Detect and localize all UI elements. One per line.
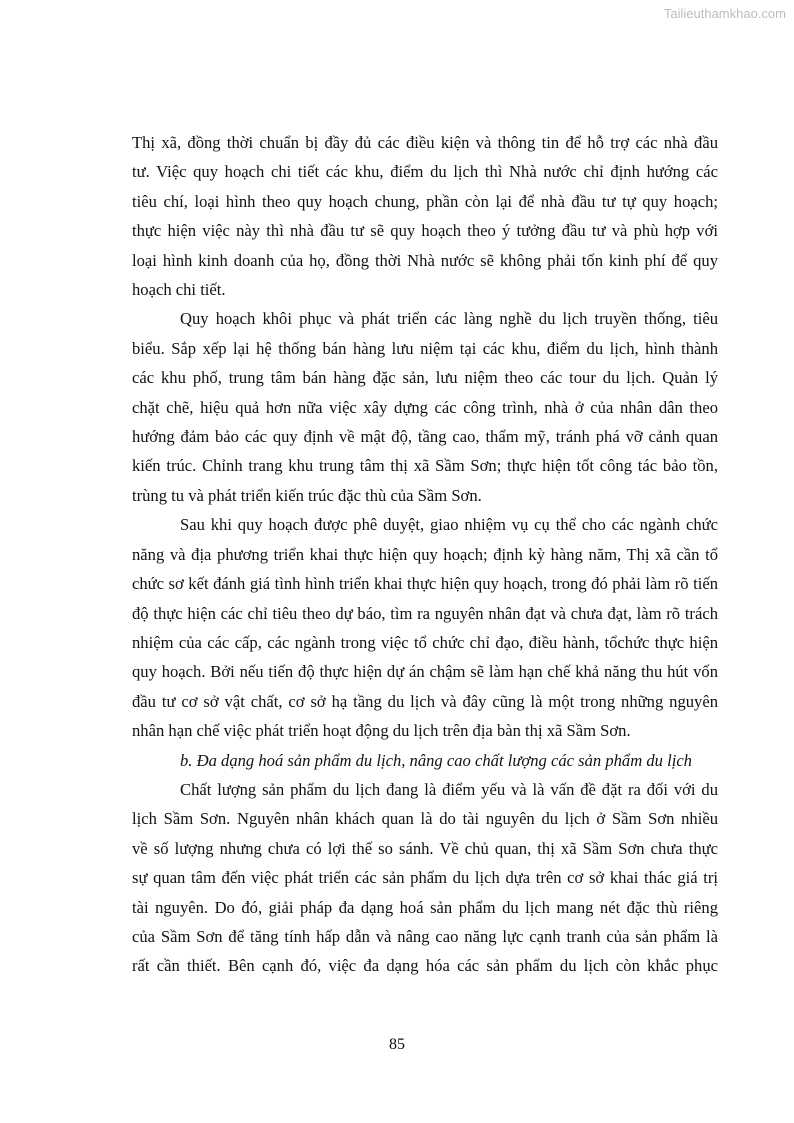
text-line: của Sầm Sơn để tăng tính hấp dẫn và nâng cao năng lực cạnh tranh của sản phẩm là (132, 926, 718, 946)
text-line: Thị xã, đồng thời chuẩn bị đầy đủ các điều kiện và thông tin để hỗ trợ các nhà đầu (132, 133, 718, 152)
section-heading-text: b. Đa dạng hoá sản phẩm du lịch, nâng cao chất lượng các sản phẩm du lịch (180, 750, 692, 770)
text-line: rất cần thiết. Bên cạnh đó, việc đa dạng hóa các sản phẩm du lịch còn khắc phục (132, 956, 718, 976)
text-line: Quy hoạch khôi phục và phát triển các làng nghề du lịch truyền thống, tiêu (180, 309, 718, 329)
text-line: chức sơ kết đánh giá tình hình triển khai thực hiện quy hoạch, trong đó phải làm rõ tiến (132, 574, 718, 594)
document-body (132, 128, 718, 981)
text-line: sự quan tâm đến việc phát triển các sản phẩm du lịch dựa trên cơ sở khai thác giá trị (132, 868, 718, 888)
text-line: nhân hạn chế việc phát triển hoạt động du lịch trên địa bàn thị xã Sầm Sơn. (132, 721, 631, 741)
text-line: tư. Việc quy hoạch chi tiết các khu, điểm du lịch thì Nhà nước chỉ định hướng các (132, 162, 718, 182)
text-line: tài nguyên. Do đó, giải pháp đa dạng hoá sản phẩm du lịch mang nét đặc thù riêng (132, 897, 718, 917)
text-line: đầu tư cơ sở vật chất, cơ sở hạ tầng du lịch và đây cũng là một trong những nguyên (132, 691, 718, 711)
text-line: quy hoạch. Bởi nếu tiến độ thực hiện dự án chậm sẽ làm hạn chế khả năng thu hút vốn (132, 662, 718, 682)
text-line: hoạch chi tiết. (132, 280, 226, 300)
text-line: nhiệm của các cấp, các ngành trong việc tổ chức chỉ đạo, điều hành, tổchức thực hiện (132, 632, 718, 652)
section-heading-b (132, 746, 718, 775)
text-line: chặt chẽ, hiệu quả hơn nữa việc xây dựng các công trình, nhà ở của nhân dân theo (132, 397, 718, 417)
watermark-text: Tailieuthamkhao.com (663, 6, 786, 21)
paragraph-continuation (132, 128, 718, 304)
text-line: tiêu chí, loại hình theo quy hoạch chung, phần còn lại để nhà đầu tư tự quy hoạch; (132, 191, 718, 211)
text-line: biểu. Sắp xếp lại hệ thống bán hàng lưu niệm tại các khu, điểm du lịch, hình thành (132, 338, 718, 358)
text-line: thực hiện việc này thì nhà đầu tư sẽ quy hoạch theo ý tưởng đầu tư và phù hợp với (132, 221, 718, 241)
text-line: năng và địa phương triển khai thực hiện quy hoạch; định kỳ hàng năm, Thị xã cần tổ (132, 544, 718, 564)
paragraph-implementation (132, 510, 718, 745)
text-line: Chất lượng sản phẩm du lịch đang là điểm yếu và là vấn đề đặt ra đối với du (180, 779, 718, 799)
text-line: Sau khi quy hoạch được phê duyệt, giao nhiệm vụ cụ thể cho các ngành chức (180, 515, 718, 535)
paragraph-craft-villages (132, 304, 718, 510)
text-line: trùng tu và phát triển kiến trúc đặc thù của Sầm Sơn. (132, 485, 482, 505)
text-line: hướng đảm bảo các quy định về mật độ, tầng cao, thẩm mỹ, tránh phá vỡ cảnh quan (132, 427, 718, 447)
text-line: kiến trúc. Chỉnh trang khu trung tâm thị xã Sầm Sơn; thực hiện tốt công tác bảo tồn, (132, 456, 718, 476)
text-line: về số lượng nhưng chưa có lợi thế so sánh. Về chủ quan, thị xã Sầm Sơn chưa thực (132, 838, 718, 858)
text-line: loại hình kinh doanh của họ, đồng thời Nhà nước sẽ không phải tốn kinh phí để quy (132, 250, 718, 270)
text-line: các khu phố, trung tâm bán hàng đặc sản, lưu niệm theo các tour du lịch. Quản lý (132, 368, 718, 388)
paragraph-product-quality (132, 775, 718, 981)
text-line: độ thực hiện các chỉ tiêu theo dự báo, tìm ra nguyên nhân đạt và chưa đạt, làm rõ trách (132, 603, 718, 623)
text-line: lịch Sầm Sơn. Nguyên nhân khách quan là do tài nguyên du lịch ở Sầm Sơn nhiều (132, 809, 718, 829)
page-number: 85 (389, 1036, 405, 1053)
